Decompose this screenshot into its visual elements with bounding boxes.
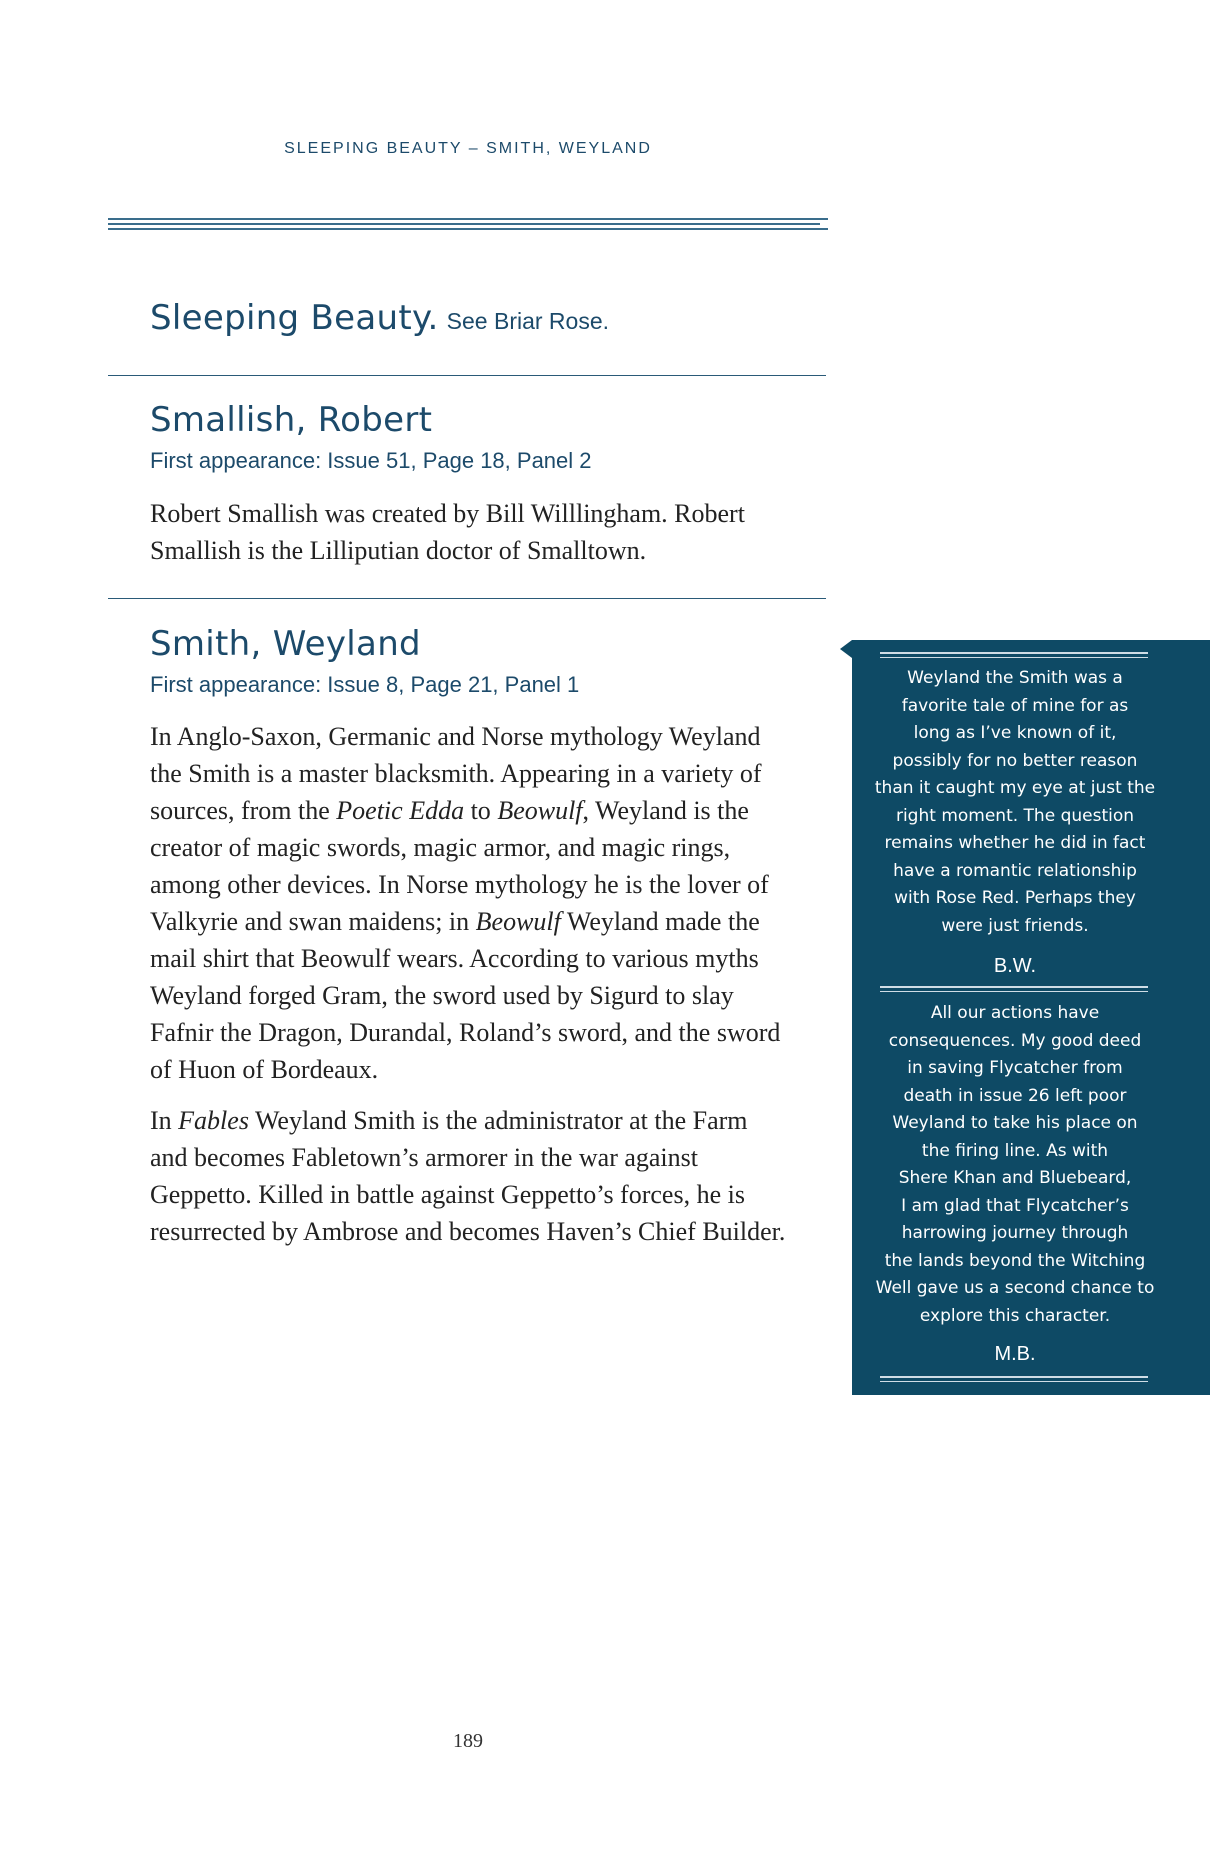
entry-divider — [108, 598, 826, 599]
sidebar-rule — [880, 986, 1148, 992]
entry-title: Sleeping Beauty. — [150, 298, 439, 338]
note-signature: B.W. — [993, 955, 1037, 977]
title-beowulf: Beowulf — [497, 796, 583, 825]
paragraph: In Fables Weyland Smith is the administrator at the Farm and becomes Fabletown’s armorer in the war against Geppetto. Killed in battle against Geppetto’s forces, he is resurrected by Ambrose and becomes Haven’s Chief Builder. — [150, 1106, 786, 1246]
commentary-sidebar — [852, 640, 1210, 1395]
running-head: SLEEPING BEAUTY – SMITH, WEYLAND — [284, 140, 652, 157]
entry-smith-weyland — [150, 624, 421, 664]
entry-title: Smith, Weyland — [150, 624, 421, 664]
entry-smallish-robert — [150, 400, 432, 440]
entry-sleeping-beauty — [150, 298, 609, 338]
cross-reference: See Briar Rose. — [446, 308, 610, 334]
note-signature: M.B. — [994, 1343, 1036, 1365]
sidebar-note: All our actions have consequences. My good deed in saving Flycatcher from death in issue 26 left poor Weyland to take his place on the firing line. As with Shere Khan and Bluebeard, I am glad that Flycatcher’s harrowing journey through the lands beyond the Witching Well gave us a second chance to explore this character. — [875, 1003, 1155, 1326]
entry-body — [150, 718, 790, 1264]
paragraph: Robert Smallish was created by Bill Willlingham. Robert Smallish is the Lilliputian doctor of Smalltown. — [150, 499, 745, 565]
title-fables: Fables — [178, 1106, 249, 1135]
header-double-rule — [108, 218, 828, 230]
paragraph: In Anglo-Saxon, Germanic and Norse mythology Weyland the Smith is a master blacksmith. Appearing in a variety of sources, from the Poetic Edda to Beowulf, Weyland is the creator of magic swords, magic armor, and magic rings, among other devices. In Norse mythology he is the lover of Valkyrie and swan maidens; in Beowulf Weyland made the mail shirt that Beowulf wears. According to various myths Weyland forged Gram, the sword used by Sigurd to slay Fafnir the Dragon, Durandal, Roland’s sword, and the sword of Huon of Bordeaux. — [150, 722, 781, 1084]
sidebar-rule — [880, 1376, 1148, 1382]
first-appearance: First appearance: Issue 51, Page 18, Panel 2 — [150, 448, 592, 473]
first-appearance: First appearance: Issue 8, Page 21, Panel 1 — [150, 672, 580, 697]
title-beowulf: Beowulf — [475, 907, 561, 936]
entry-body — [150, 495, 790, 583]
entry-title: Smallish, Robert — [150, 400, 433, 440]
title-poetic-edda: Poetic Edda — [336, 796, 465, 825]
sidebar-rule — [880, 652, 1148, 658]
page-number: 189 — [453, 1730, 483, 1752]
entry-divider — [108, 375, 826, 376]
sidebar-note: Weyland the Smith was a favorite tale of mine for as long as I’ve known of it, possibly for no better reason than it caught my eye at just the right moment. The question remains whether he did in fact have a romantic relationship with Rose Red. Perhaps they were just friends. — [874, 668, 1156, 936]
